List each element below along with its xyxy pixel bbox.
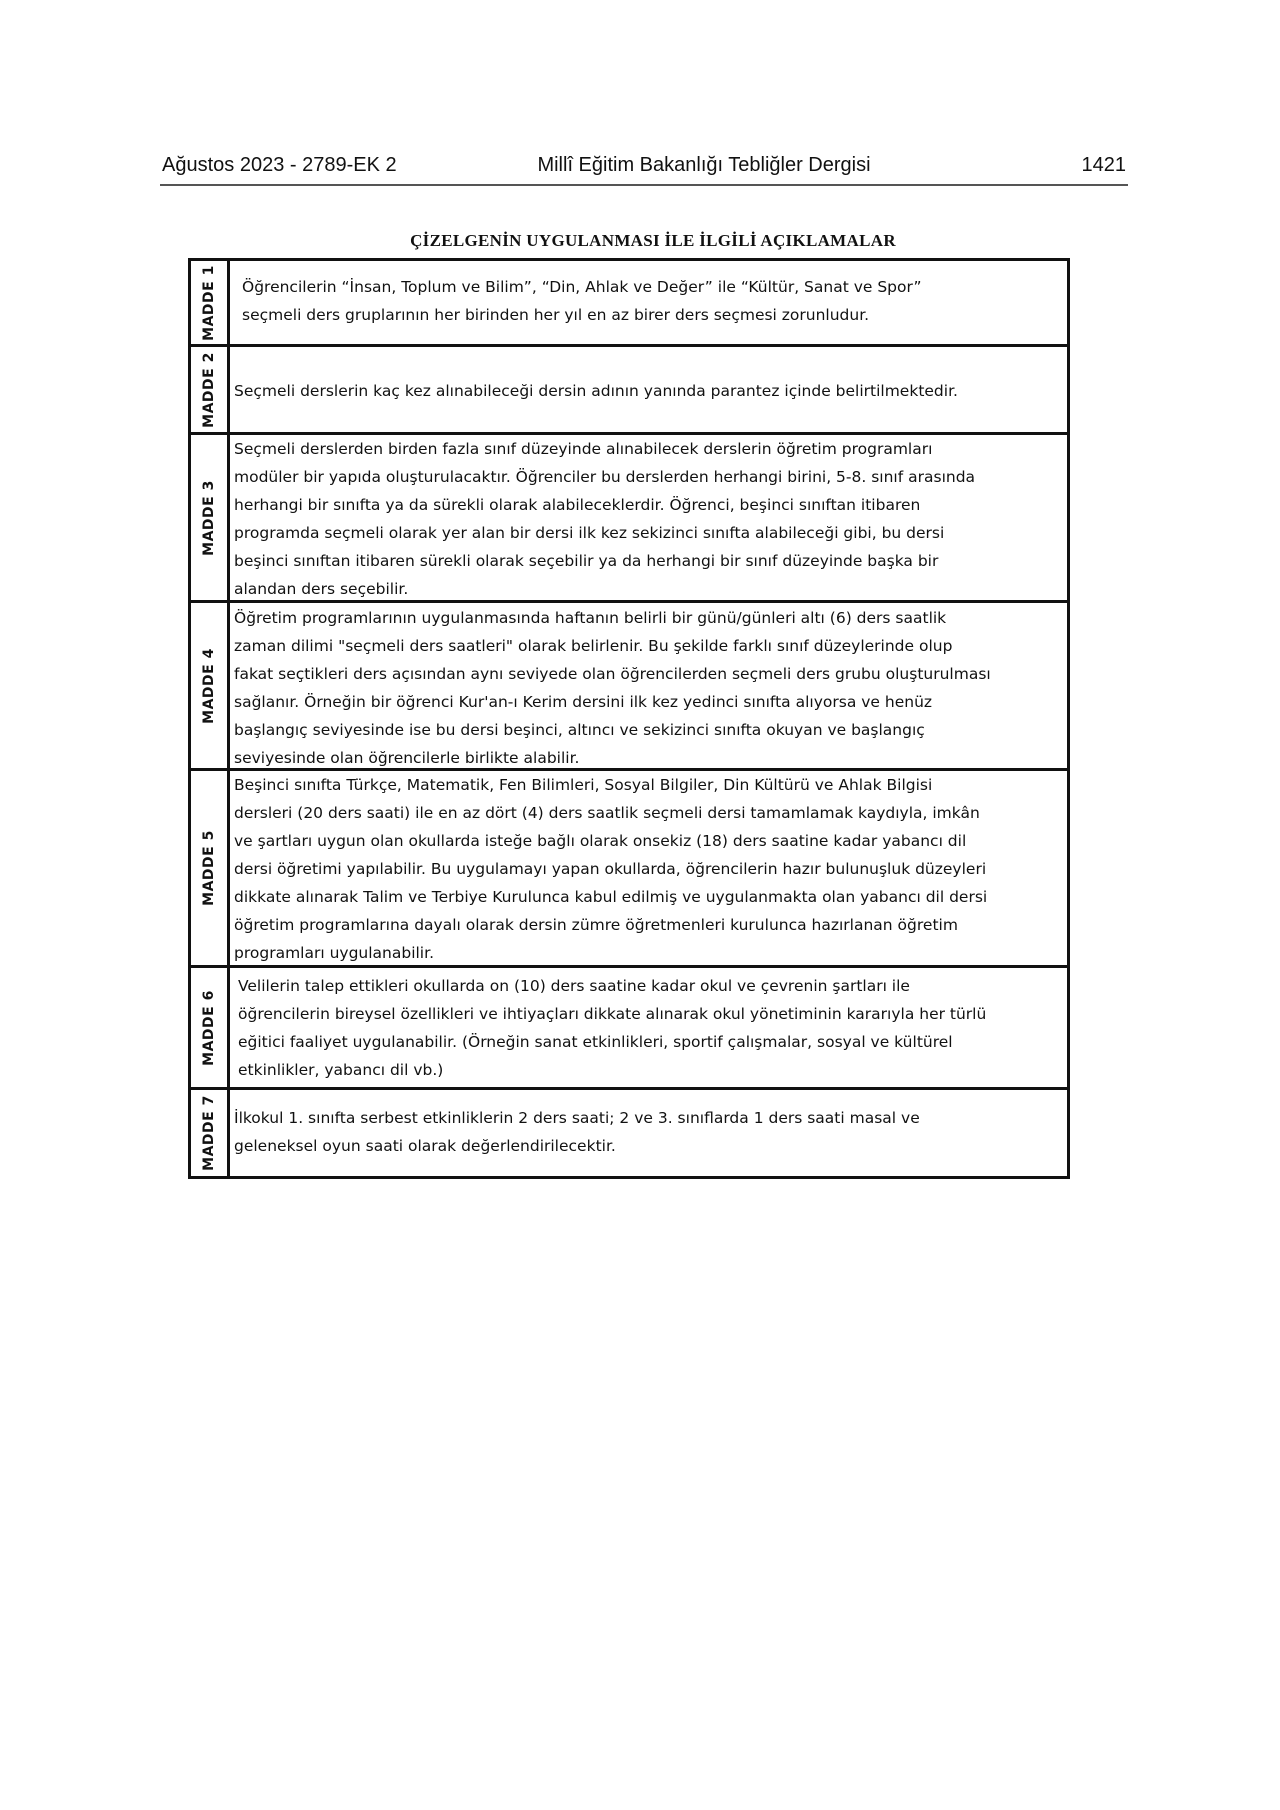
rule-text-line: başlangıç seviyesinde ise bu dersi beşinci, altıncı ve sekizinci sınıfta okuyan ve başlangıç: [234, 721, 925, 739]
rule-text-line: Seçmeli derslerden birden fazla sınıf düzeyinde alınabilecek derslerin öğretim programları: [234, 440, 933, 458]
rule-label: MADDE 1: [201, 264, 217, 341]
rule-text-line: zaman dilimi "seçmeli ders saatleri" olarak belirlenir. Bu şekilde farklı sınıf düzeylerinde olup: [234, 637, 953, 655]
rule-label: MADDE 4: [201, 647, 217, 724]
rule-label-cell: [191, 1090, 230, 1176]
rule-text-line: ve şartları uygun olan okullarda isteğe bağlı olarak onsekiz (18) ders saatine kadar yabancı dil: [234, 832, 967, 850]
rule-row-madde-4: [191, 603, 1067, 771]
rule-row-madde-1: [191, 261, 1067, 347]
rule-text-line: öğrencilerin bireysel özellikleri ve ihtiyaçları dikkate alınarak okul yönetiminin kararıyla her türlü: [238, 1005, 987, 1023]
rule-text-line: modüler bir yapıda oluşturulacaktır. Öğrenciler bu derslerden herhangi birini, 5-8. sınıf arasında: [234, 468, 976, 486]
rules-table: [188, 258, 1070, 1179]
rule-text-line: Beşinci sınıfta Türkçe, Matematik, Fen Bilimleri, Sosyal Bilgiler, Din Kültürü ve Ahlak Bilgisi: [234, 776, 933, 794]
rule-label: MADDE 5: [201, 830, 217, 906]
rule-label: MADDE 3: [201, 479, 217, 556]
rule-label: MADDE 7: [201, 1095, 217, 1171]
rule-text-line: Öğrencilerin “İnsan, Toplum ve Bilim”, “Din, Ahlak ve Değer” ile “Kültür, Sanat ve Spor”: [242, 278, 922, 296]
rule-text-line: dersleri (20 ders saati) ile en az dört (4) ders saatlik seçmeli dersi tamamlamak kaydıyla, imkân: [234, 804, 980, 822]
rule-text-line: Seçmeli derslerin kaç kez alınabileceği dersin adının yanında parantez içinde belirtilmektedir.: [234, 382, 958, 400]
header-journal-title: Millî Eğitim Bakanlığı Tebliğler Dergisi: [537, 154, 871, 176]
rule-text: [230, 347, 1067, 432]
rule-label-cell: [191, 603, 230, 768]
rule-row-madde-7: [191, 1090, 1067, 1176]
rule-label: MADDE 6: [201, 989, 217, 1066]
rule-text-line: seçmeli ders gruplarının her birinden her yıl en az birer ders seçmesi zorunludur.: [242, 306, 870, 324]
document-title: ÇİZELGENİN UYGULANMASI İLE İLGİLİ AÇIKLAMALAR: [410, 231, 896, 250]
rule-text-line: programları uygulanabilir.: [234, 944, 434, 962]
rule-row-madde-6: [191, 968, 1067, 1090]
rule-text-line: eğitici faaliyet uygulanabilir. (Örneğin sanat etkinlikleri, sportif çalışmalar, sosyal ve kültürel: [238, 1033, 953, 1051]
page-header: [160, 150, 1128, 186]
rule-row-madde-3: [191, 435, 1067, 603]
rule-text: [230, 771, 1067, 965]
rule-text-line: seviyesinde olan öğrencilerle birlikte alabilir.: [234, 749, 580, 767]
rule-text-line: Velilerin talep ettikleri okullarda on (10) ders saatine kadar okul ve çevrenin şartları ile: [238, 977, 910, 995]
rule-text-line: etkinlikler, yabancı dil vb.): [238, 1061, 444, 1079]
rule-label-cell: [191, 435, 230, 600]
rule-text-line: sağlanır. Örneğin bir öğrenci Kur'an-ı Kerim dersini ilk kez yedinci sınıfta alıyorsa ve henüz: [234, 693, 933, 711]
rule-row-madde-2: [191, 347, 1067, 435]
rule-text-line: programda seçmeli olarak yer alan bir dersi ilk kez sekizinci sınıfta alabileceği gibi, bu dersi: [234, 524, 945, 542]
rule-label-cell: [191, 771, 230, 965]
rule-text-line: geleneksel oyun saati olarak değerlendirilecektir.: [234, 1137, 616, 1155]
rule-text-line: fakat seçtikleri ders açısından aynı seviyede olan öğrencilerden seçmeli ders grubu oluşturulması: [234, 665, 991, 683]
rule-text-line: beşinci sınıftan itibaren sürekli olarak seçebilir ya da herhangi bir sınıf düzeyinde başka bir: [234, 552, 939, 570]
rule-label: MADDE 2: [201, 351, 217, 428]
rule-text-line: Öğretim programlarının uygulanmasında haftanın belirli bir günü/günleri altı (6) ders saatlik: [234, 609, 947, 627]
rule-text-line: dersi öğretimi yapılabilir. Bu uygulamayı yapan okullarda, öğrencilerin hazır bulunuşluk düzeyleri: [234, 860, 987, 878]
rule-text: [230, 435, 1067, 600]
rule-row-madde-5: [191, 771, 1067, 968]
rule-text: [230, 1090, 1067, 1176]
rule-label-cell: [191, 968, 230, 1087]
rule-text-line: öğretim programlarına dayalı olarak dersin zümre öğretmenleri kurulunca hazırlanan öğretim: [234, 916, 958, 934]
rule-text: [230, 261, 1067, 344]
rule-text-line: dikkate alınarak Talim ve Terbiye Kurulunca kabul edilmiş ve uygulanmakta olan yabancı dil dersi: [234, 888, 988, 906]
rule-text-line: alandan ders seçebilir.: [234, 580, 409, 598]
rule-text: [230, 603, 1067, 768]
rule-label-cell: [191, 261, 230, 344]
rule-text: [230, 968, 1067, 1087]
header-issue-date: Ağustos 2023 - 2789-EK 2: [162, 154, 397, 176]
rule-text-line: İlkokul 1. sınıfta serbest etkinliklerin 2 ders saati; 2 ve 3. sınıflarda 1 ders saati masal ve: [234, 1109, 920, 1127]
header-page-number: 1421: [1081, 154, 1126, 176]
rule-label-cell: [191, 347, 230, 432]
rule-text-line: herhangi bir sınıfta ya da sürekli olarak alabileceklerdir. Öğrenci, beşinci sınıftan itibaren: [234, 496, 921, 514]
